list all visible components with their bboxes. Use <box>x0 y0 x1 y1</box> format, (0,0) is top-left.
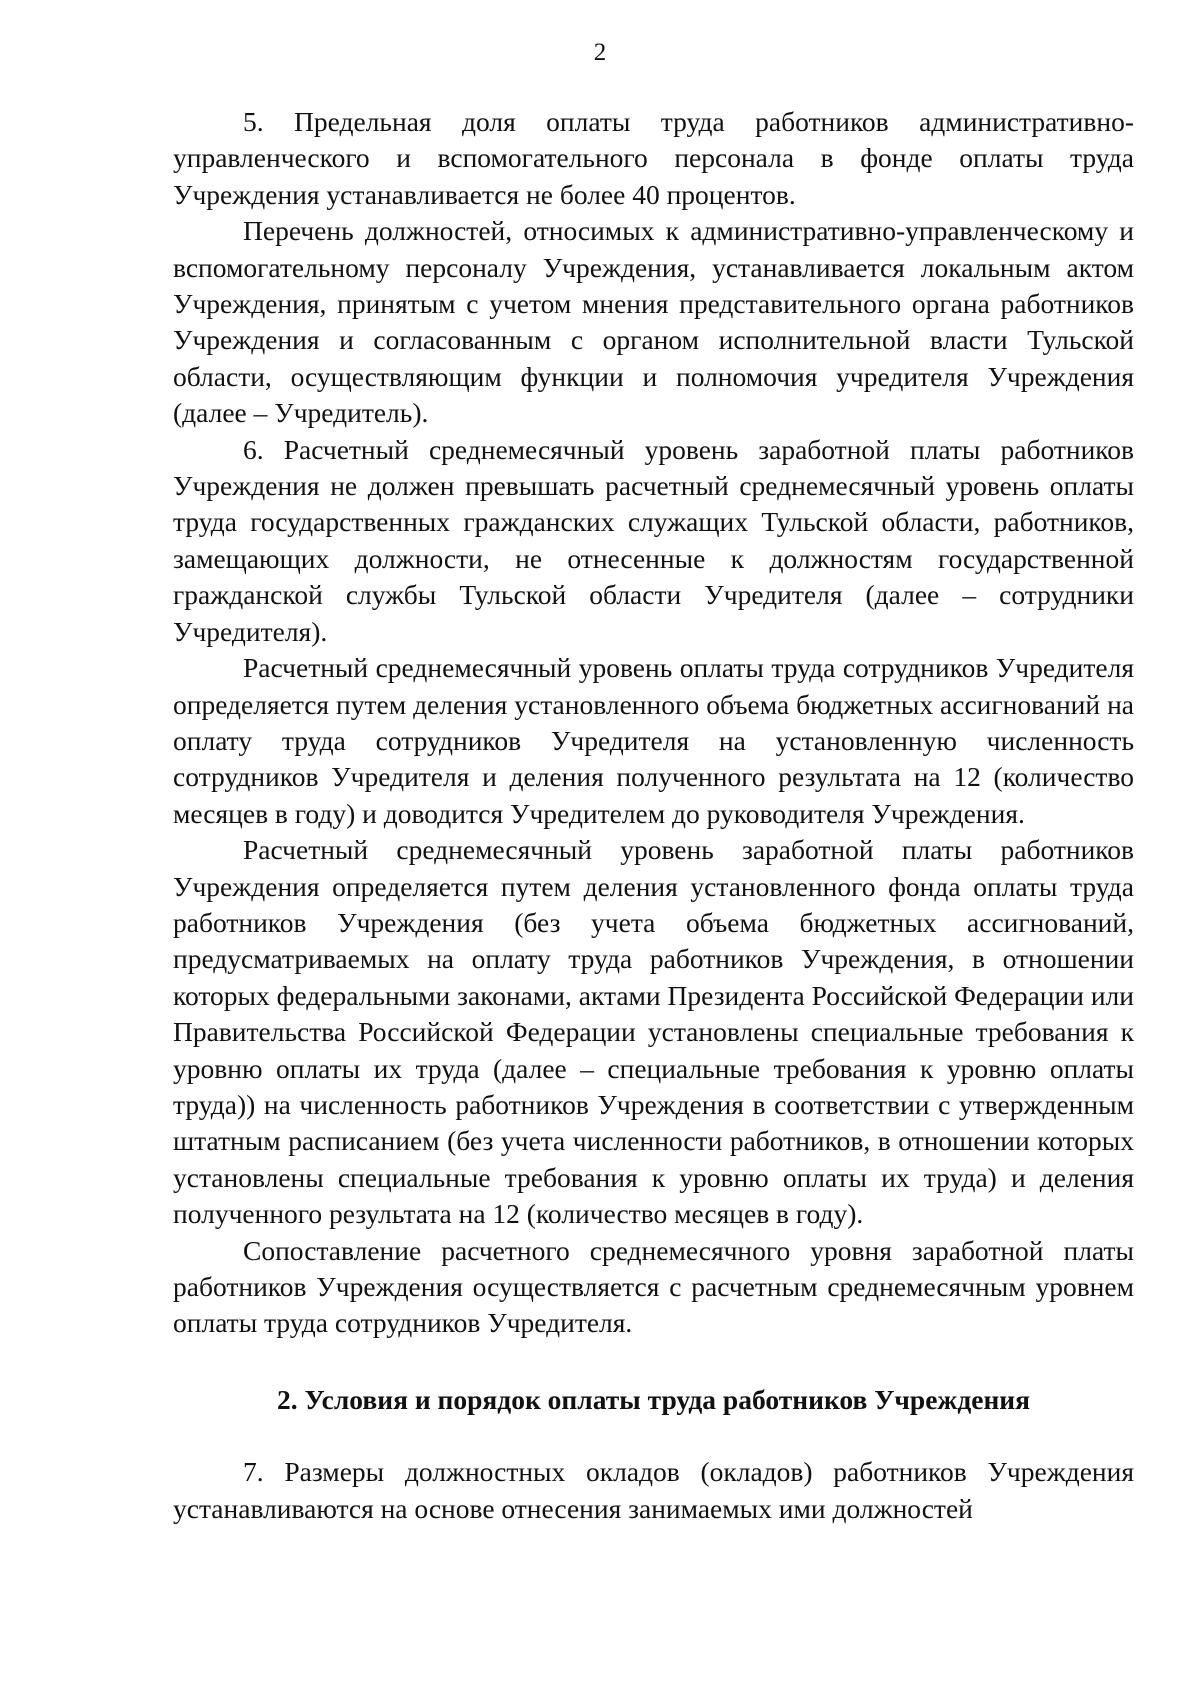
document-body <box>173 104 1134 1527</box>
paragraph-comparison: Сопоставление расчетного среднемесячного уровня заработной платы работников Учреждения осуществляется с расчетным среднемесячным уровнем оплаты труда сотрудников Учредителя. <box>173 1234 1134 1339</box>
section-heading: 2. Условия и порядок оплаты труда работников Учреждения <box>276 1383 1031 1415</box>
paragraph-institution-salary-level: Расчетный среднемесячный уровень заработной платы работников Учреждения определяется путем деления установленного фонда оплаты труда работников Учреждения (без учета объема бюджетных ассигнований, предусматриваемых на оплату труда работников Учреждения, в отношении которых федеральными законами, актами Президента Российской Федерации или Правительства Российской Федерации установлены специальные требования к уровню оплаты их труда (далее – специальные требования к уровню оплаты труда)) на численность работников Учреждения в соответствии с утвержденным штатным расписанием (без учета численности работников, в отношении которых установлены специальные требования к уровню оплаты их труда) и деления полученного результата на 12 (количество месяцев в году). <box>173 834 1134 1230</box>
page-number: 2 <box>593 39 607 66</box>
paragraph-founder-salary-level: Расчетный среднемесячный уровень оплаты труда сотрудников Учредителя определяется путем деления установленного объема бюджетных ассигнований на оплату труда сотрудников Учредителя на установленную численность сотрудников Учредителя и деления полученного результата на 12 (количество месяцев в году) и доводится Учредителем до руководителя Учреждения. <box>173 652 1134 829</box>
paragraph-5: 5. Предельная доля оплаты труда работников административно-управленческого и вспомогательного персонала в фонде оплаты труда Учреждения устанавливается не более 40 процентов. <box>173 106 1134 210</box>
paragraph-6: 6. Расчетный среднемесячный уровень заработной платы работников Учреждения не должен превышать расчетный среднемесячный уровень оплаты труда государственных гражданских служащих Тульской области, работников, замещающих должности, не отнесенные к должностям государственной гражданской службы Тульской области Учредителя (далее – сотрудники Учредителя). <box>173 433 1134 647</box>
paragraph-7: 7. Размеры должностных окладов (окладов) работников Учреждения устанавливаются на основе отнесения занимаемых ими должностей <box>173 1456 1134 1524</box>
paragraph-positions-list: Перечень должностей, относимых к административно-управленческому и вспомогательному персоналу Учреждения, устанавливается локальным актом Учреждения, принятым с учетом мнения представительного органа работников Учреждения и согласованным с органом исполнительной власти Тульской области, осуществляющим функции и полномочия учредителя Учреждения (далее – Учредитель). <box>173 215 1134 429</box>
